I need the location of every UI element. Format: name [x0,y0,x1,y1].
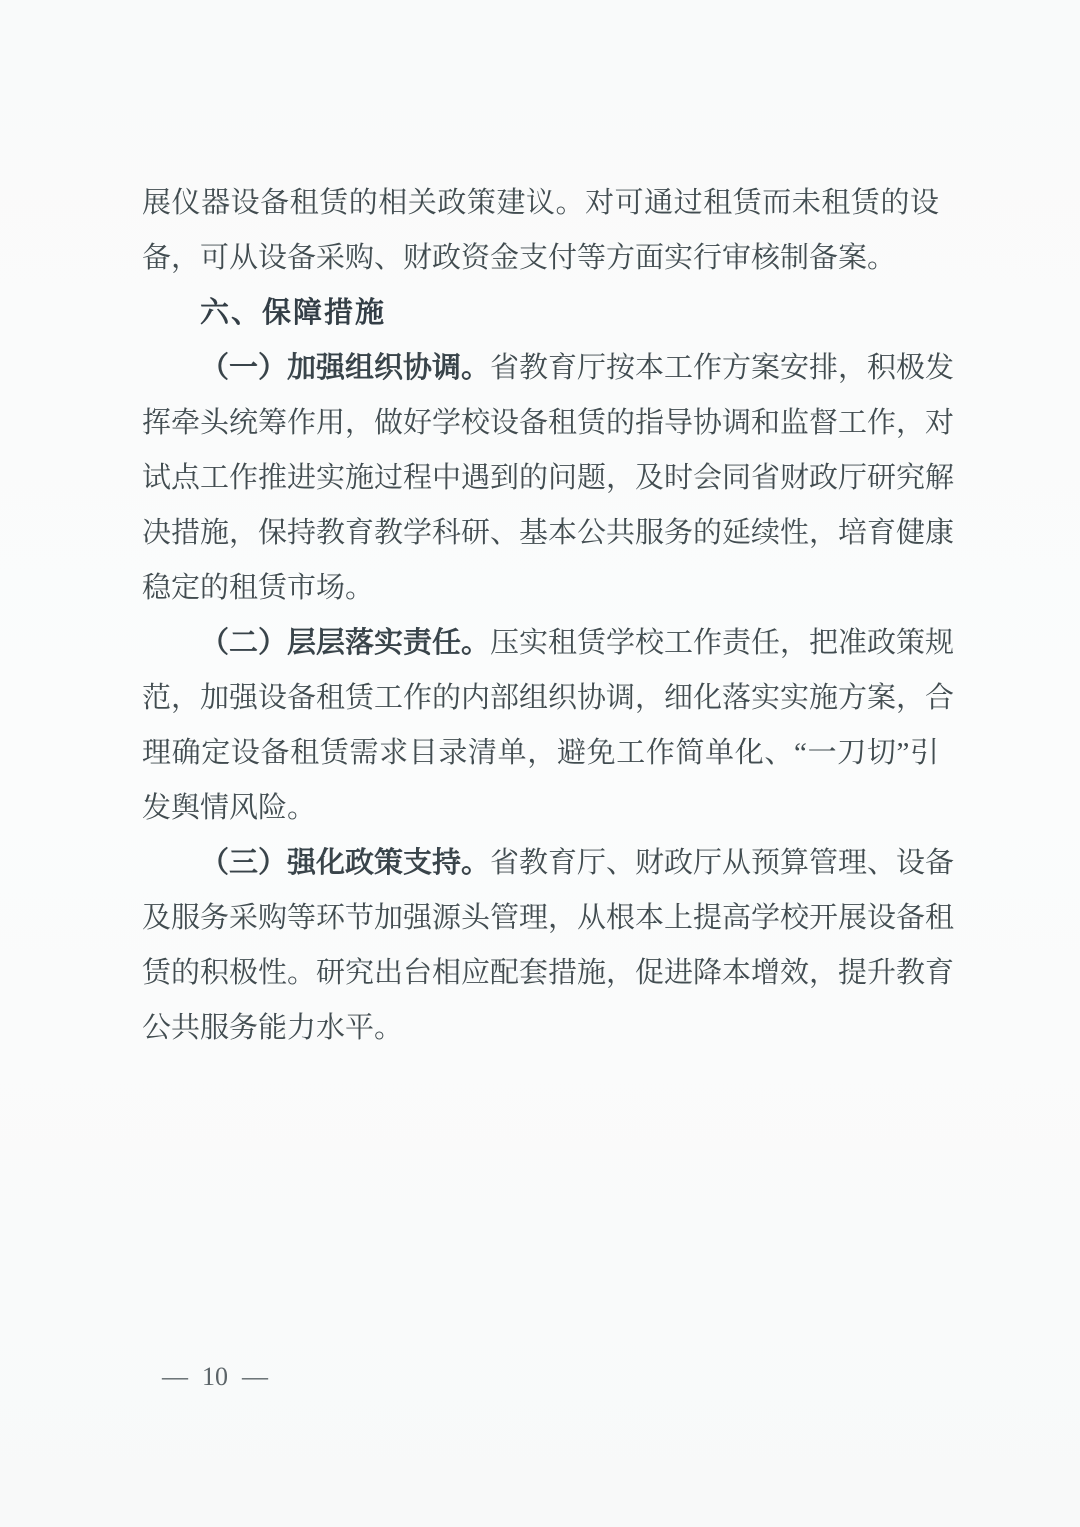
paragraph-line: 及服务采购等环节加强源头管理，从根本上提高学校开展设备租 [142,902,955,934]
page-footer [162,1360,268,1394]
paragraph-first-line [142,341,955,396]
section-heading: 六、保障措施 [200,297,387,329]
paragraph-line: 试点工作推进实施过程中遇到的问题，及时会同省财政厅研究解 [142,462,955,494]
intro-line: 备，可从设备采购、财政资金支付等方面实行审核制备案。 [142,242,897,274]
footer-page-number: 10 [202,1362,228,1391]
paragraph-line: 发舆情风险。 [142,792,317,824]
paragraph-first-line [142,836,955,891]
paragraph-text: 压实租赁学校工作责任，把准政策规 [490,627,955,659]
intro-line: 展仪器设备租赁的相关政策建议。对可通过租赁而未租赁的设 [142,187,939,219]
footer-dash-left: — [162,1362,188,1391]
paragraph-line: 挥牵头统筹作用，做好学校设备租赁的指导协调和监督工作，对 [142,407,955,439]
document-body [142,176,955,1056]
paragraph-text: 省教育厅按本工作方案安排，积极发 [490,352,955,384]
paragraph-line: 赁的积极性。研究出台相应配套措施，促进降本增效，提升教育 [142,957,955,989]
paragraph-line: 决措施，保持教育教学科研、基本公共服务的延续性，培育健康 [142,517,955,549]
footer-dash-right: — [242,1362,268,1391]
paragraph-text: 省教育厅、财政厅从预算管理、设备 [490,847,955,879]
paragraph-lead: （二）层层落实责任。 [200,627,491,659]
paragraph-line: 公共服务能力水平。 [142,1012,404,1044]
paragraph-line: 稳定的租赁市场。 [142,572,375,604]
paragraph-first-line [142,616,955,671]
paragraph-lead: （一）加强组织协调。 [200,352,491,384]
paragraph-lead: （三）强化政策支持。 [200,847,491,879]
paragraph-line: 理确定设备租赁需求目录清单，避免工作简单化、“一刀切”引 [142,737,939,769]
paragraph-line: 范，加强设备租赁工作的内部组织协调，细化落实实施方案，合 [142,682,955,714]
